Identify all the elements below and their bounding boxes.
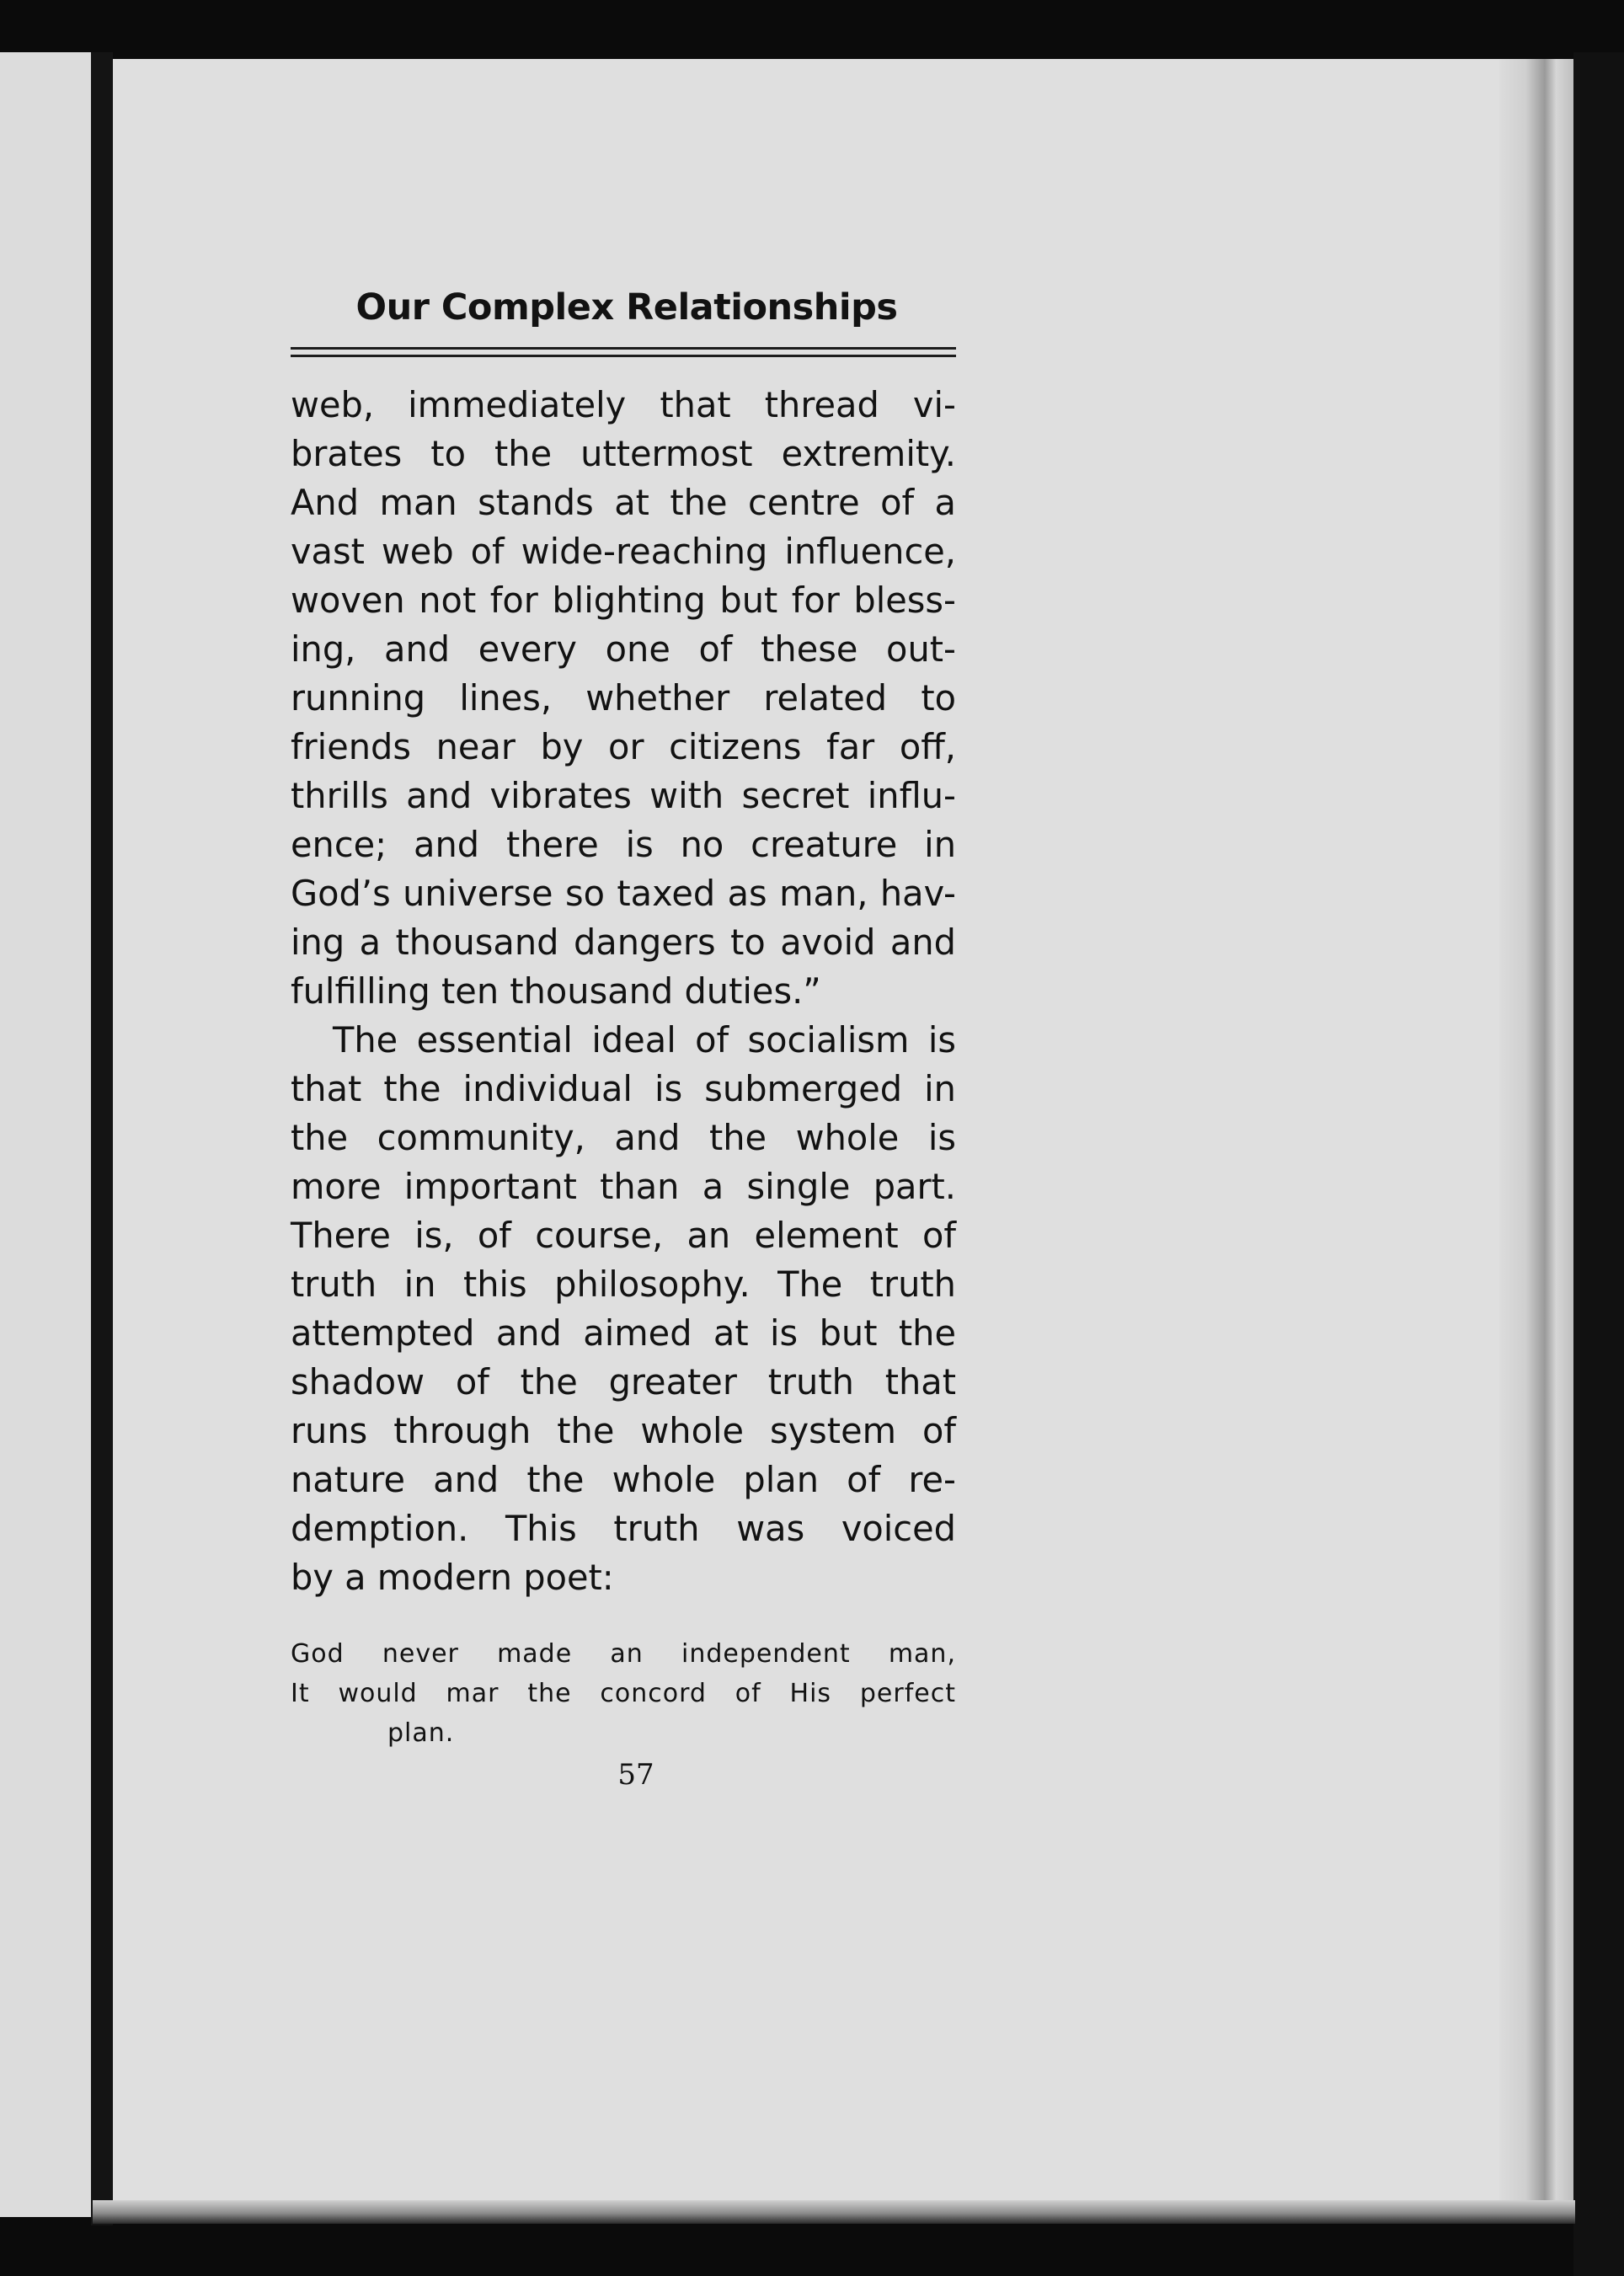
text-line: that the individual is submerged in [291, 1068, 956, 1109]
text-line: shadow of the greater truth that [291, 1361, 956, 1402]
text-line: attempted and aimed at is but the [291, 1312, 956, 1354]
running-head: Our Complex Relationships [355, 286, 898, 329]
text-line: And man stands at the centre of a [291, 482, 956, 523]
text-line: web, immediately that thread vi- [291, 384, 956, 425]
text-line: runs through the whole system of [291, 1410, 956, 1451]
paragraph-start-line: The essential ideal of socialism is [333, 1019, 956, 1061]
text-line: running lines, whether related to [291, 677, 956, 719]
text-line: truth in this philosophy. The truth [291, 1264, 956, 1305]
text-line: fulfilling ten thousand duties.” [291, 970, 821, 1012]
poem-quotation [291, 1634, 956, 1753]
text-line: the community, and the whole is [291, 1117, 956, 1158]
poem-line: It would mar the concord of His perfect [291, 1679, 956, 1708]
text-line: demption. This truth was voiced [291, 1508, 956, 1549]
book-gutter [91, 52, 113, 2225]
text-line: friends near by or citizens far off, [291, 726, 956, 767]
text-line: God’s universe so taxed as man, hav- [291, 873, 956, 914]
poem-line-continuation: plan. [387, 1718, 455, 1748]
header-double-rule [291, 347, 956, 357]
text-line: ence; and there is no creature in [291, 824, 956, 865]
text-line: ing a thousand dangers to avoid and [291, 922, 956, 963]
body-text [291, 381, 956, 1602]
page-edge-bottom [93, 2200, 1575, 2224]
text-line: brates to the uttermost extremity. [291, 433, 956, 474]
text-line: ing, and every one of these out- [291, 628, 956, 670]
text-line: nature and the whole plan of re- [291, 1459, 956, 1500]
page-content [291, 286, 956, 1792]
page-edge-right [1499, 59, 1575, 2220]
text-line: vast web of wide-reaching influence, [291, 531, 956, 572]
poem-line: God never made an independent man, [291, 1639, 956, 1669]
text-line: by a modern poet: [291, 1557, 614, 1598]
text-line: thrills and vibrates with secret influ- [291, 775, 956, 816]
page-number: 57 [617, 1758, 654, 1792]
text-line: There is, of course, an element of [291, 1215, 956, 1256]
facing-page-edge [0, 52, 91, 2217]
scan-border-right [1573, 52, 1624, 2276]
text-line: more important than a single part. [291, 1166, 956, 1207]
text-line: woven not for blighting but for bless- [291, 580, 956, 621]
